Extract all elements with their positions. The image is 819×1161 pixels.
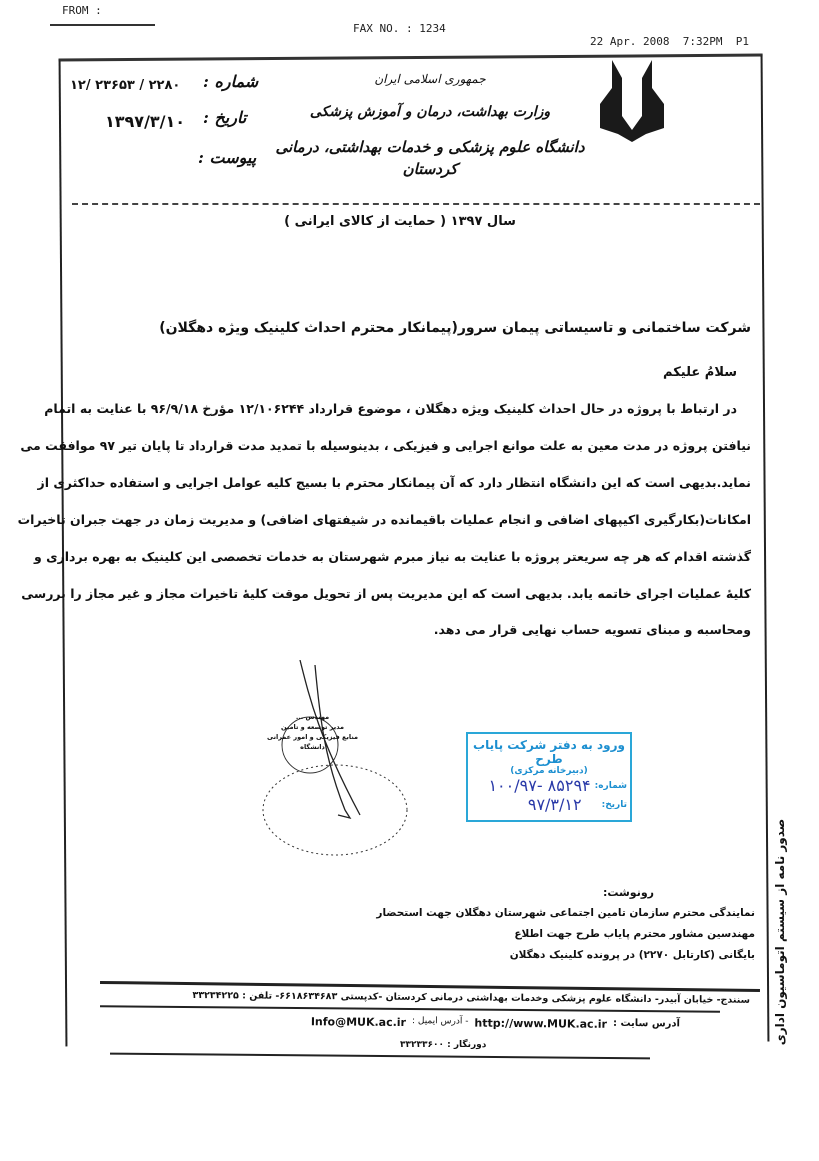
- signatory-line: مدیر توسعه و تامین: [280, 723, 345, 731]
- year-slogan: سال ۱۳۹۷ ( حمایت از کالای ایرانی ): [284, 214, 516, 229]
- body-line: در ارتباط با پروژه در حال احداث کلینیک ویژه دهگلان ، موضوع قرارداد ۱۲/۱۰۶۲۴۴ مؤرخ ۹۶/۹/۱۸ با عنایت به اتمام: [44, 401, 737, 416]
- body-line: امکانات(بکارگیری اکیپهای اضافی و انجام عملیات باقیمانده در شیفتهای اضافی) و مدیریت زمان در جهت جبران تاخیرات: [17, 512, 751, 527]
- stamp-subtitle: (دبیرخانه مرکزی): [510, 766, 588, 776]
- body-line: ومحاسبه و مبنای تسویه حساب نهایی قرار می دهد.: [433, 622, 751, 637]
- stamp-title: ورود به دفتر شرکت پایاب طرح: [473, 738, 625, 766]
- footer-divider: [110, 1053, 650, 1060]
- number-value: ۱۲/ ۲۳۶۵۳ / ۲۲۸۰: [70, 78, 181, 93]
- body-line: نماید.بدیهی است که این دانشگاه انتظار دارد که آن پیمانکار محترم با بسیج کلیه عوامل اجرایی و استفاده حداکثری از: [37, 475, 751, 490]
- from-underline: [50, 24, 155, 26]
- email-label: - آدرس ایمیل :: [411, 1016, 469, 1027]
- greeting: سلامُ علیکم: [663, 365, 737, 380]
- number-label: شماره :: [203, 72, 259, 91]
- signatory-line: منابع فیزیکی و امور عمرانی: [267, 733, 358, 741]
- stamp-date-label: تاریخ:: [601, 799, 627, 810]
- stamp-date-value: ۹۷/۳/۱۲: [527, 795, 582, 814]
- signatory-line: مهندس ...: [295, 713, 330, 721]
- automation-side-note: صدور نامه از سیستم اتوماسیون اداری: [773, 818, 787, 1046]
- recipient: شرکت ساختمانی و تاسیساتی پیمان سرور(پیمانکار محترم احداث کلینیک ویژه دهگلان): [159, 320, 751, 336]
- email-link[interactable]: Info@MUK.ac.ir: [310, 1015, 407, 1030]
- website-link[interactable]: http://www.MUK.ac.ir: [474, 1016, 608, 1031]
- body-line: گذشته اقدام که هر چه سریعتر پروژه با عنایت به نیاز مبرم شهرستان به خدمات تخصصی این کلینیک به بهره برداری و: [34, 549, 751, 564]
- website-label: آدرس سایت :: [612, 1017, 681, 1030]
- fax-from-label: FROM :: [62, 4, 102, 17]
- stamp-number-value: ۱۰۰/۹۷- ۸۵۲۹۴: [488, 776, 591, 795]
- received-stamp: [466, 732, 632, 822]
- date-label: تاریخ :: [203, 108, 247, 127]
- signature-seal-icon: [250, 660, 420, 860]
- stamp-number-label: شماره:: [594, 780, 627, 791]
- body-line: کلیهٔ عملیات اجرای خاتمه یابد. بدیهی است که این مدیریت پس از تحویل موقت کلیهٔ تاخیرات مجاز و غیر مجاز را بررسی: [21, 586, 751, 601]
- university-logo-icon: [598, 58, 666, 144]
- date-value: ۱۳۹۷/۳/۱۰: [105, 112, 186, 131]
- attachment-label: پیوست :: [198, 148, 257, 167]
- body-line: نیافتن پروژه در مدت معین به علت موانع اجرایی و فیزیکی ، بدینوسیله با تمدید مدت قرارداد تا پایان تیر ۹۷ موافقت می: [20, 438, 751, 453]
- signatory-line: دانشگاه: [300, 743, 325, 751]
- cc-line: مهندسین مشاور محترم پایاب طرح جهت اطلاع: [514, 928, 755, 940]
- university-name: دانشگاه علوم پزشکی و خدمات بهداشتی، درمانی کردستان: [275, 138, 585, 178]
- footer-fax: دورنگار : ۳۳۲۳۳۶۰۰: [400, 1040, 487, 1050]
- country-name: جمهوری اسلامی ایران: [374, 72, 486, 86]
- ministry-name: وزارت بهداشت، درمان و آموزش پزشکی: [309, 104, 551, 120]
- cc-label: رونوشت:: [602, 886, 654, 899]
- cc-line: بایگانی (کارتابل ۲۲۷۰) در پرونده کلینیک دهگلان: [509, 949, 755, 961]
- fax-number: FAX NO. : 1234: [353, 22, 446, 35]
- header-divider: [72, 203, 760, 205]
- cc-line: نمایندگی محترم سازمان تامین اجتماعی شهرستان دهگلان جهت استحضار: [376, 907, 755, 919]
- footer-address: سنندج- خیابان آبیدر- دانشگاه علوم پزشکی وخدمات بهداشتی درمانی کردستان -کدپستی ۶۶۱۸۶۳۴۶۸۳- تلفن : ۳۳۲۳۴۲۲۵: [192, 989, 751, 1006]
- fax-timestamp: 22 Apr. 2008 7:32PM P1: [590, 35, 749, 48]
